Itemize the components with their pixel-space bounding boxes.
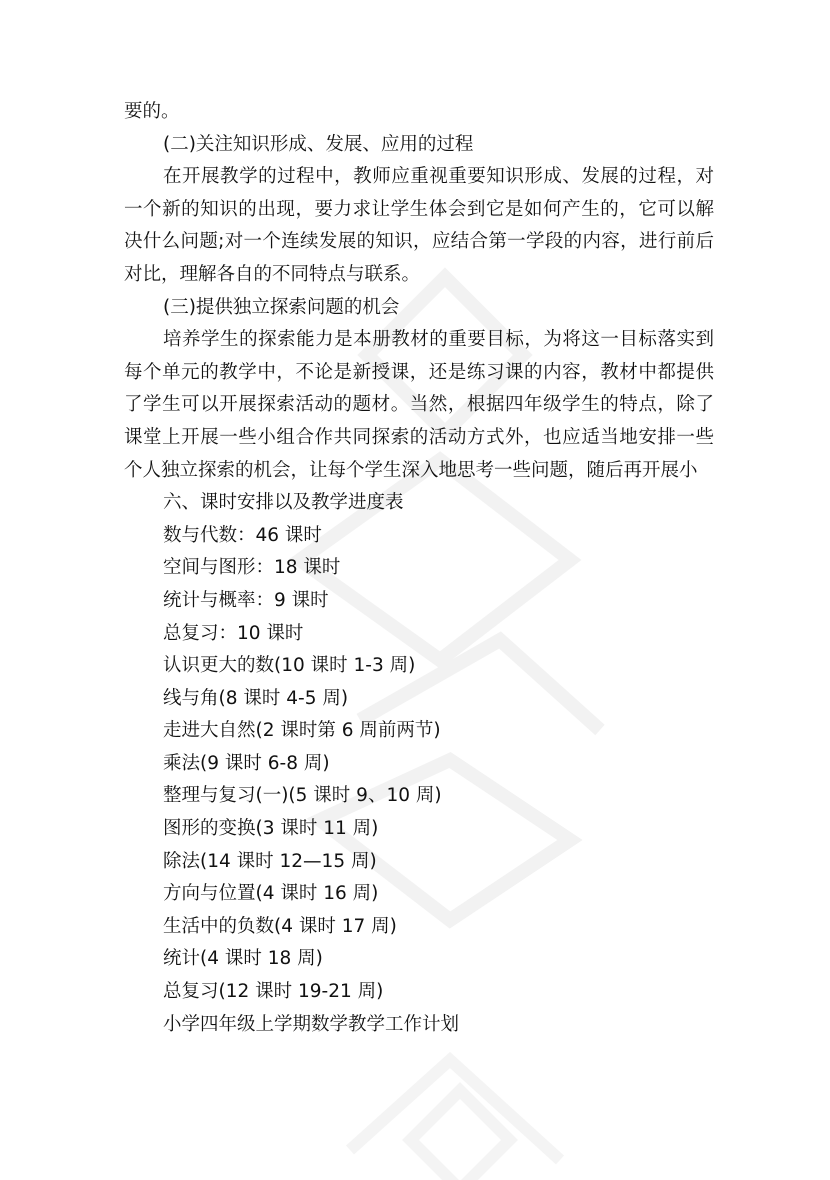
schedule-item: 总复习：10 课时 (163, 622, 304, 644)
schedule-item: 小学四年级上学期数学教学工作计划 (163, 1013, 460, 1035)
section-heading-2: (二)关注知识形成、发展、应用的过程 (163, 133, 474, 155)
schedule-item: 图形的变换(3 课时 11 周) (163, 818, 379, 840)
schedule-item: 除法(14 课时 12—15 周) (163, 850, 377, 872)
text-line: 要的。 (124, 101, 180, 122)
schedule-item: 整理与复习(一)(5 课时 9、10 周) (163, 785, 442, 807)
schedule-item: 线与角(8 课时 4-5 周) (163, 687, 349, 709)
schedule-item: 走进大自然(2 课时第 6 周前两节) (163, 720, 441, 742)
schedule-list (124, 520, 714, 1042)
section-heading-3: (三)提供独立探索问题的机会 (163, 296, 400, 318)
schedule-item: 空间与图形：18 课时 (163, 557, 341, 579)
schedule-item: 统计与概率：9 课时 (163, 589, 329, 611)
schedule-title: 六、课时安排以及教学进度表 (163, 492, 404, 514)
document-body (124, 96, 714, 1041)
paragraph-exploration: 培养学生的探索能力是本册教材的重要目标，为将这一目标落实到每个单元的教学中，不论是新授课，还是练习课的内容，教材中都提供了学生可以开展探索活动的题材。当然，根据四年级学生的特点，除了课堂上开展一些小组合作共同探索的活动方式外，也应适当地安排一些个人独立探索的机会，让每个学生深入地思考一些问题，随后再开展小 (124, 329, 714, 481)
schedule-item: 乘法(9 课时 6-8 周) (163, 752, 330, 774)
schedule-item: 认识更大的数(10 课时 1-3 周) (163, 655, 416, 677)
schedule-item: 数与代数：46 课时 (163, 524, 322, 546)
schedule-item: 总复习(12 课时 19-21 周) (163, 981, 384, 1003)
schedule-item: 生活中的负数(4 课时 17 周) (163, 915, 397, 937)
schedule-item: 统计(4 课时 18 周) (163, 948, 323, 970)
schedule-item: 方向与位置(4 课时 16 周) (163, 883, 379, 905)
paragraph-knowledge-process: 在开展教学的过程中，教师应重视重要知识形成、发展的过程，对一个新的知识的出现，要力求让学生体会到它是如何产生的，它可以解决什么问题;对一个连续发展的知识，应结合第一学段的内容，进行前后对比，理解各自的不同特点与联系。 (124, 166, 714, 285)
